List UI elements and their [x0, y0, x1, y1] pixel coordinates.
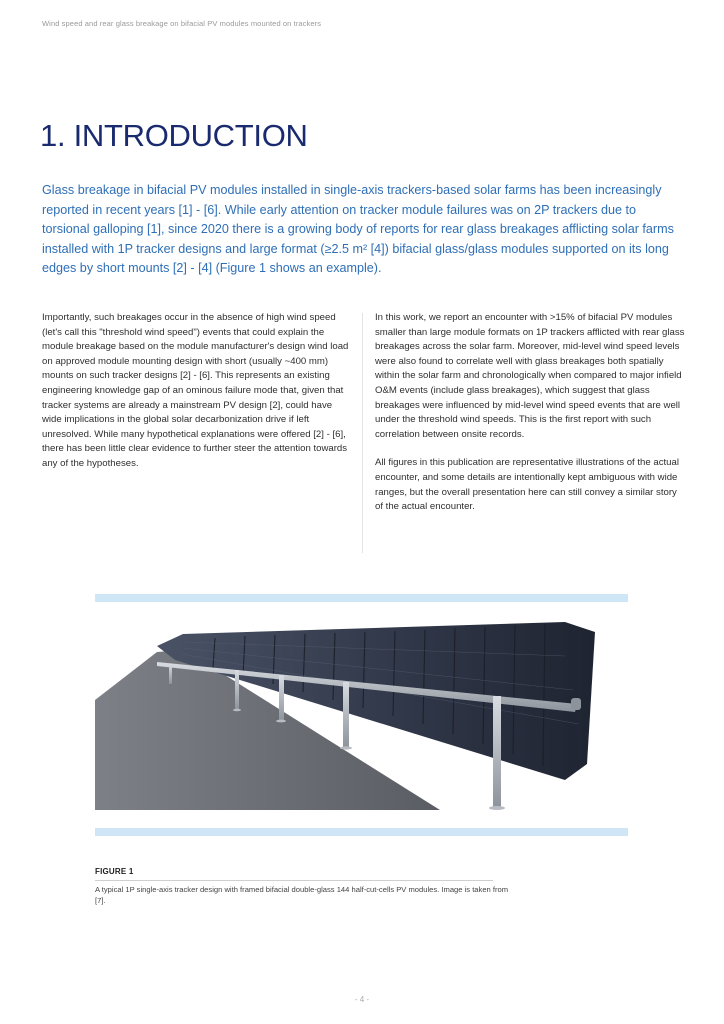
body-paragraph: In this work, we report an encounter with >15% of bifacial PV modules smaller than large module formats on 1P trackers afflicted with rear glass breakages across the solar farm. Moreover, mid-level wind speed levels were also found to correlate well with glass breakages both spatially within the solar farm and chronologically when compared to major infield O&M events (include glass breakages), which suggest that glass breakages were influenced by mid-level wind speed events that are well under the threshold wind speeds. This is the first report with such correlation between onsite records.	[375, 312, 685, 440]
right-column	[375, 311, 685, 529]
left-column	[42, 311, 354, 486]
body-paragraph: All figures in this publication are representative illustrations of the actual encounter, and some details are intentionally kept ambiguous with wide ranges, but the overall presentation here can still convey a similar story of the actual encounter.	[375, 457, 679, 513]
section-title: 1. INTRODUCTION	[40, 118, 308, 153]
page-number: - 4 -	[354, 995, 370, 1004]
column-divider	[362, 313, 363, 553]
body-paragraph: Importantly, such breakages occur in the absence of high wind speed (let's call this "threshold wind speed") events that could explain the module breakage based on the module manufacturer's design wind load on approved module mounting design with short (usually ~400 mm) mounts on such tracker designs [2] - [6]. This represents an existing engineering knowledge gap of an ominous failure mode that, given that tracker systems are already a mainstream PV design [2], could have wide implications in the global solar decarbonization drive if left unresolved. While many hypothetical explanations were offered [2] - [6], there has been little clear evidence to further steer the attention towards any of the hypotheses.	[42, 312, 349, 469]
running-header: Wind speed and rear glass breakage on bifacial PV modules mounted on trackers	[42, 19, 322, 28]
tracker-photo-illustration	[95, 604, 628, 828]
figure-caption: A typical 1P single-axis tracker design with framed bifacial double-glass 144 half-cut-cells PV modules. Image is taken from [7].	[95, 885, 509, 905]
figure-label: FIGURE 1	[95, 867, 134, 876]
figure-top-bar	[95, 594, 628, 602]
figure-bottom-bar	[95, 828, 628, 836]
figure-caption-rule	[95, 880, 493, 881]
intro-paragraph: Glass breakage in bifacial PV modules installed in single-axis trackers-based solar farms has been increasingly reported in recent years [1] - [6]. While early attention on tracker module failures was on 2P trackers due to torsional galloping [1], since 2020 there is a growing body of reports for rear glass breakages afflicting solar farms installed with 1P tracker designs and large format (≥2.5 m² [4]) bifacial glass/glass modules supported on its long edges by short mounts [2] - [4] (Figure 1 shows an example).	[42, 183, 674, 275]
